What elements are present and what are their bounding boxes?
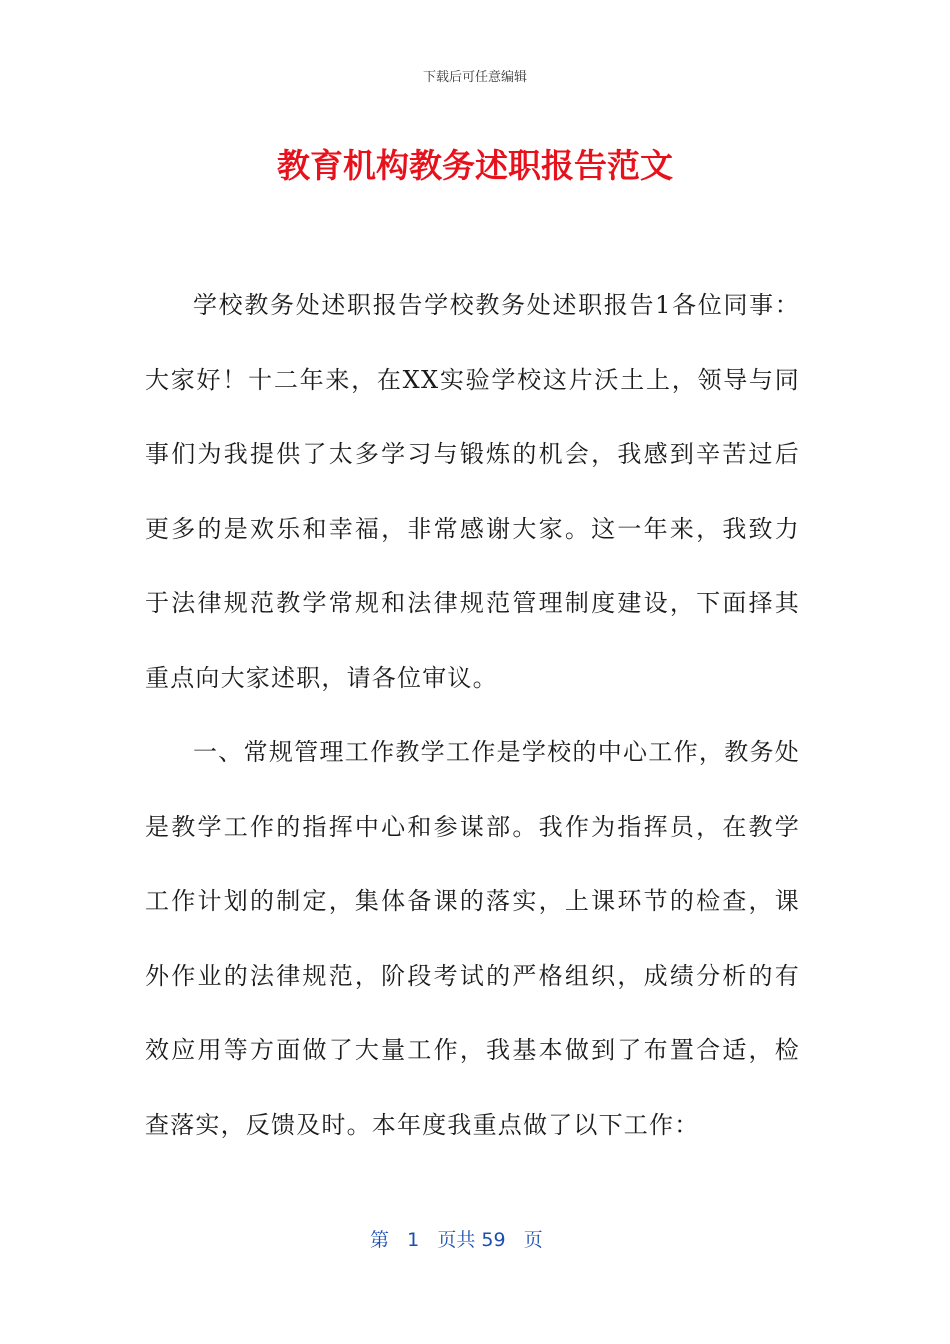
- paragraph-intro: 学校教务处述职报告学校教务处述职报告1各位同事：大家好！十二年来，在XX实验学校这片沃土上，领导与同事们为我提供了太多学习与锻炼的机会，我感到辛苦过后更多的是欢乐和幸福，非常感谢大家。这一年来，我致力于法律规范教学常规和法律规范管理制度建设，下面择其重点向大家述职，请各位审议。: [145, 291, 800, 692]
- footer-page-middle: 页共: [437, 1229, 476, 1251]
- footer-total-pages: 59: [481, 1229, 506, 1251]
- document-title: 教育机构教务述职报告范文: [277, 146, 673, 185]
- document-body: [145, 268, 800, 1162]
- page-footer: [370, 1225, 543, 1252]
- footer-current-page: 1: [407, 1229, 420, 1251]
- page-header-note: 下载后可任意编辑: [422, 70, 527, 85]
- footer-page-prefix: 第: [370, 1229, 390, 1251]
- footer-page-suffix: 页: [523, 1229, 543, 1251]
- paragraph-routine-management: 一、常规管理工作教学工作是学校的中心工作，教务处是教学工作的指挥中心和参谋部。我作为指挥员，在教学工作计划的制定，集体备课的落实，上课环节的检查，课外作业的法律规范，阶段考试的严格组织，成绩分析的有效应用等方面做了大量工作，我基本做到了布置合适，检查落实，反馈及时。本年度我重点做了以下工作：: [145, 738, 800, 1139]
